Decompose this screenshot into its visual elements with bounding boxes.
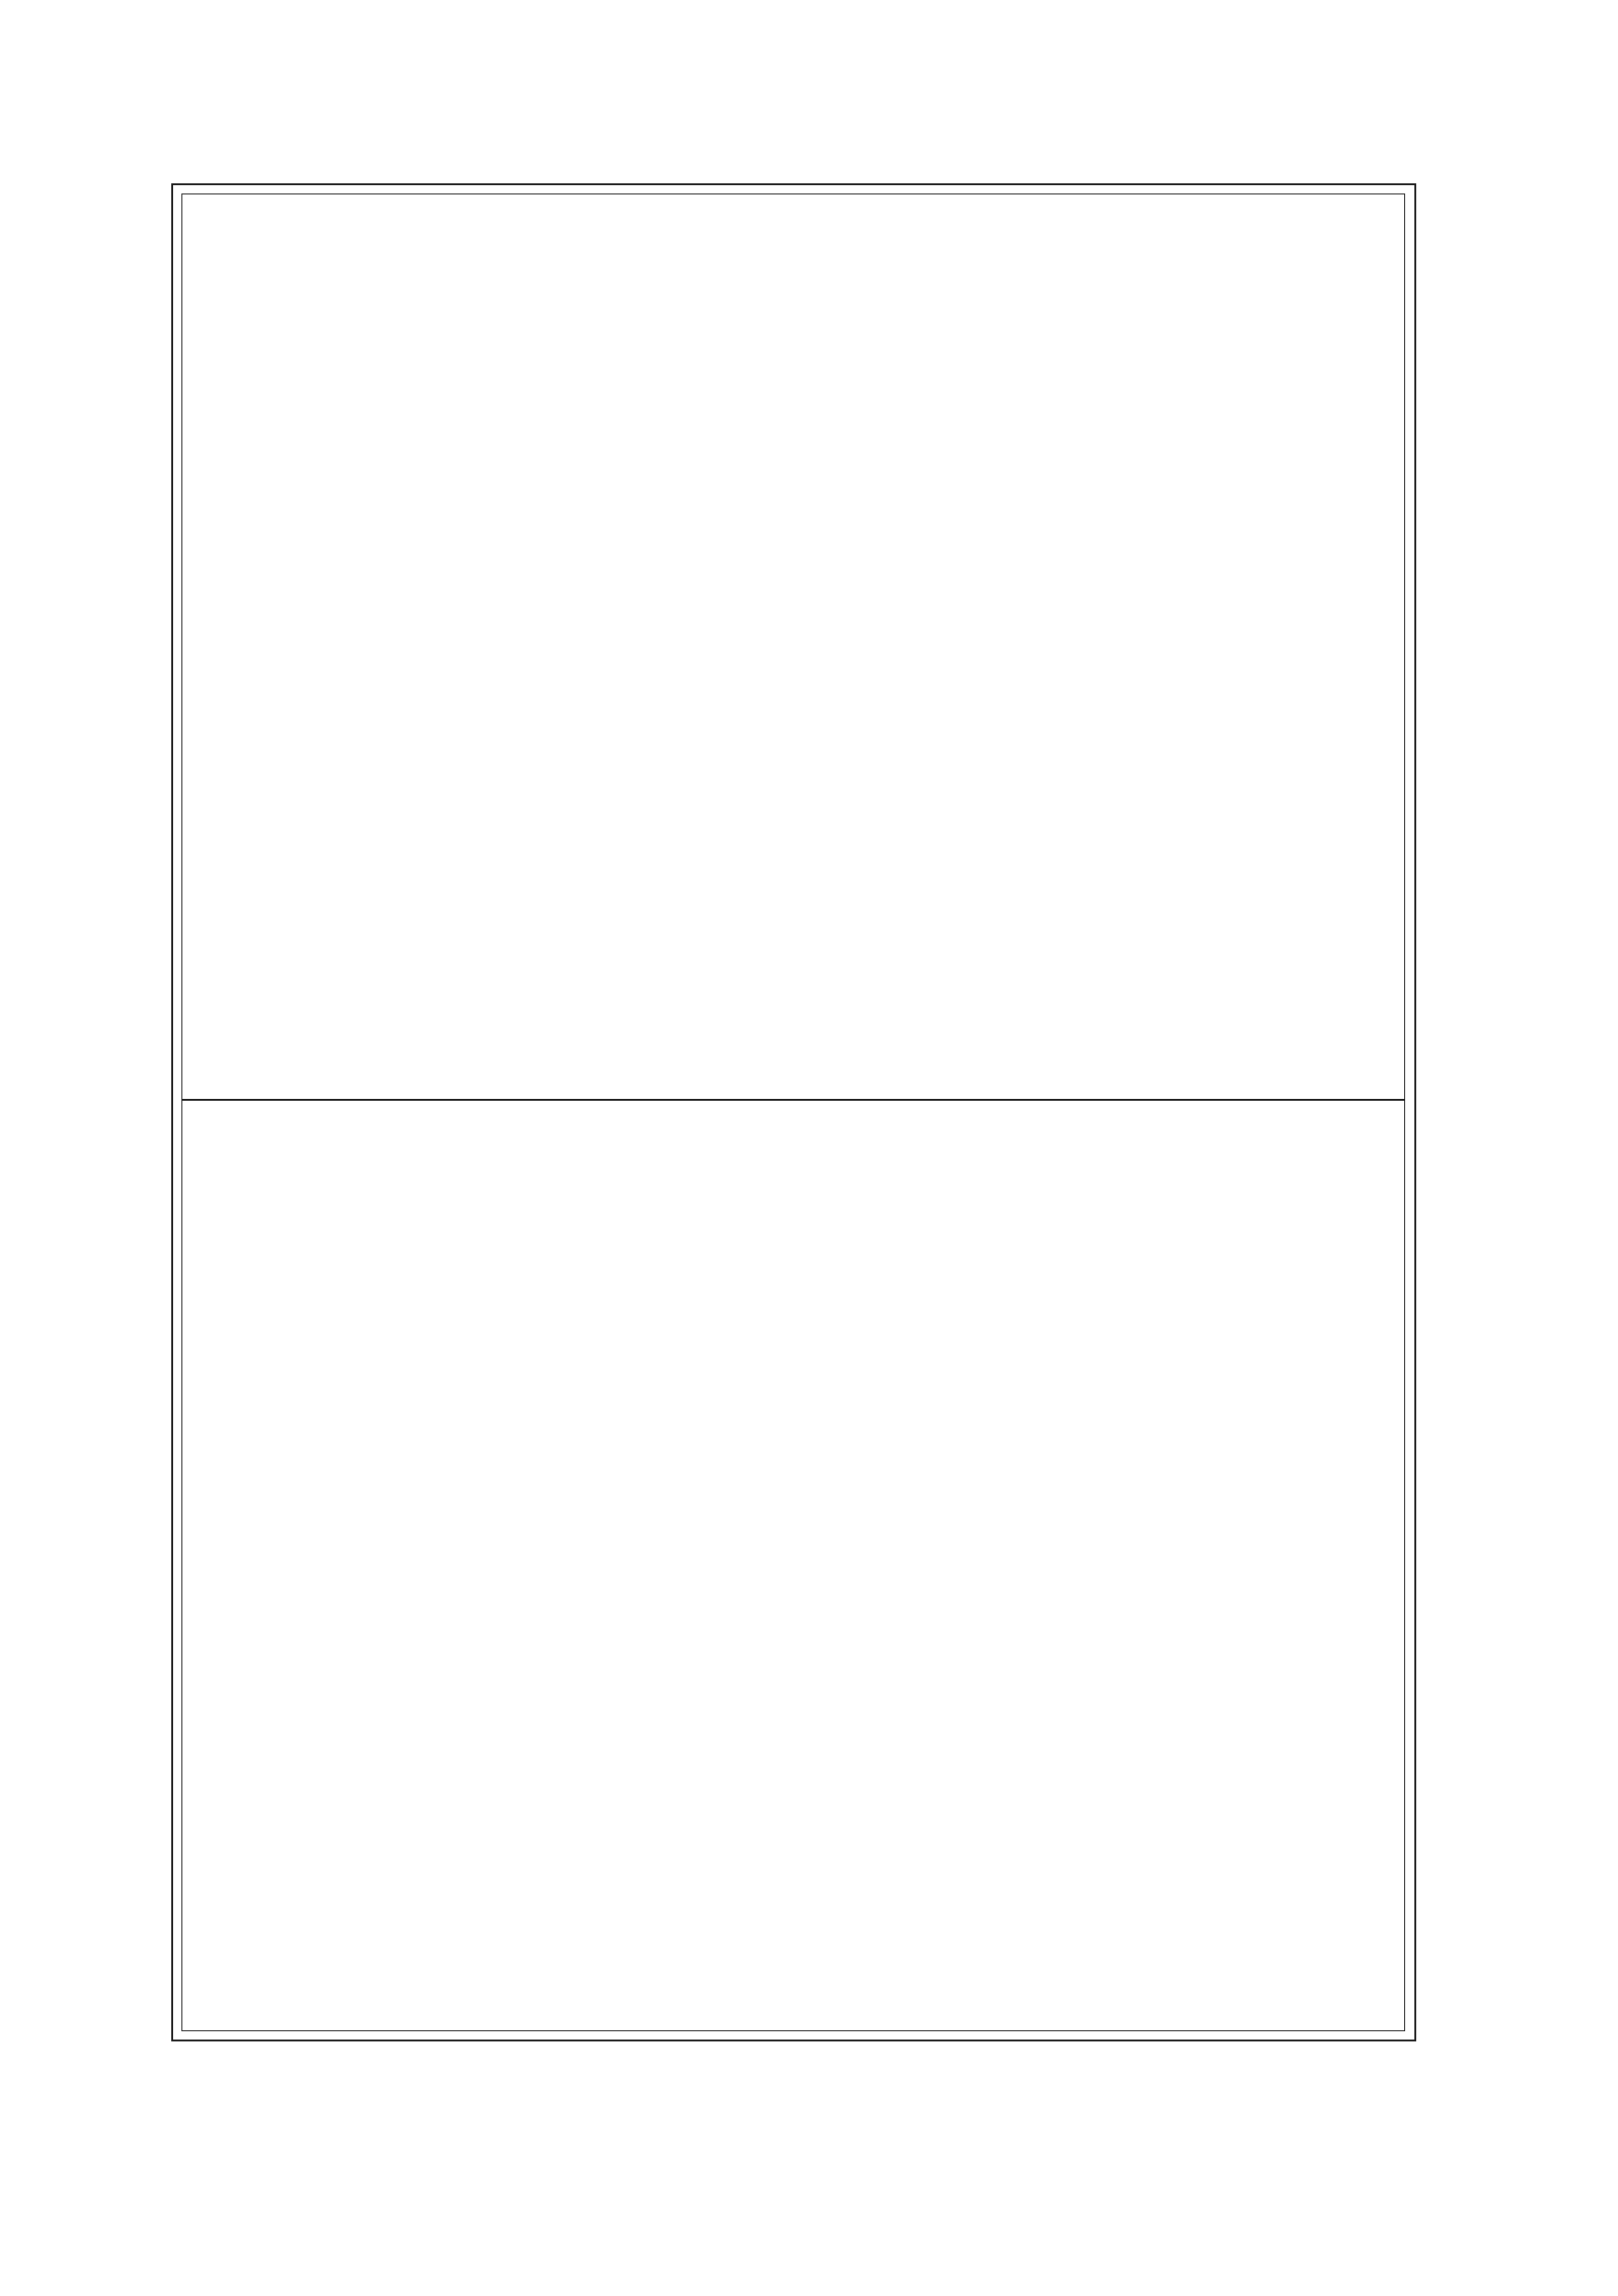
top-text-block: [208, 225, 1393, 1081]
section-divider: [182, 1099, 1404, 1101]
bottom-text-block: [208, 1122, 1393, 2006]
